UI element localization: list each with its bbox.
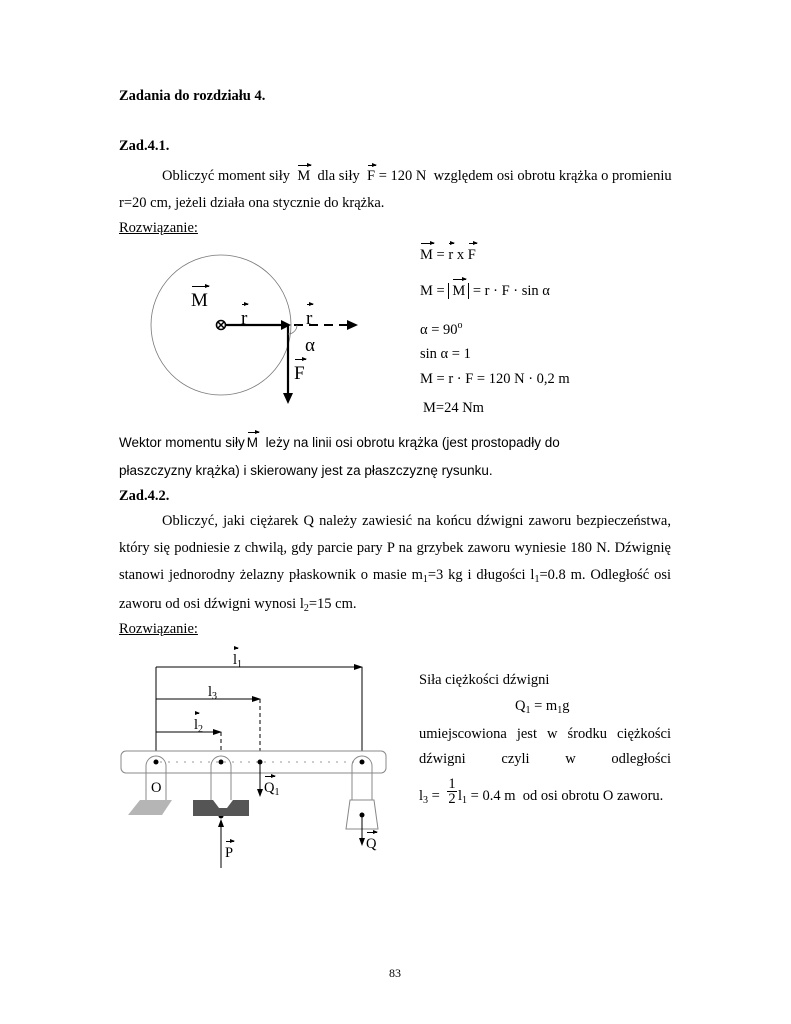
label-l2: $l_2$ <box>194 717 204 735</box>
page-number: 83 <box>389 966 401 980</box>
label-O: O <box>151 780 162 796</box>
formula-l3-value: $l_1 = 0.4$ m od osi obrotu O zaworu. <box>458 788 664 806</box>
conclusion-line2: płaszczyzny krążka) i skierowany jest za płaszczyznę rysunku. <box>119 463 493 478</box>
task-4-1-title: Zad.4.1. <box>119 138 170 154</box>
label-P: P <box>225 845 234 861</box>
diagram-label-alpha: α <box>305 335 315 356</box>
conclusion-line1: Wektor momentu siły M leży na linii osi obrotu krążka (jest prostopadły do <box>119 435 560 450</box>
task-4-2-solution-label: Rozwiązanie: <box>119 621 198 637</box>
diagram-label-F: F <box>294 363 305 384</box>
label-Q: Q <box>366 836 377 852</box>
ground-hatch <box>128 800 172 815</box>
vector-M: M <box>297 168 311 184</box>
task-4-2-line2: który się podniesie z chwilą, gdy parcie pary P na grzybek zaworu wyniesie 180 N. Dźwignię <box>119 540 671 556</box>
formula-cross-product: M = r x F <box>420 247 476 263</box>
formula-Q1: $Q_1 = m_1g$ <box>515 698 570 716</box>
formula-magnitude: M = M = r · F · sin α <box>420 283 550 299</box>
label-l3: $l_3$ <box>208 684 218 702</box>
task-4-2-line1: Obliczyć, jaki ciężarek Q należy zawiesić na końcu dźwigni zaworu bezpieczeństwa, <box>162 513 671 529</box>
task-4-1-text-line1: Obliczyć moment siły M dla siły F = 120 N względem osi obrotu krążka o promieniu <box>162 168 672 184</box>
formula-result: M=24 Nm <box>423 400 484 416</box>
label-Q1: $Q_1$ <box>264 780 280 798</box>
label-l1: $l_1$ <box>233 652 243 670</box>
task-4-1-solution-label: Rozwiązanie: <box>119 220 198 236</box>
side-text-1: Siła ciężkości dźwigni <box>419 672 550 688</box>
formula-l3: $l_3$ = <box>419 788 440 806</box>
valve-seat <box>193 800 249 816</box>
formula-sine: sin α = 1 <box>420 346 471 362</box>
diagram-label-r2: r <box>306 308 313 329</box>
chapter-heading: Zadania do rozdziału 4. <box>119 88 266 104</box>
formula-moment-value: M = r · F = 120 N · 0,2 m <box>420 371 570 387</box>
task-4-2-title: Zad.4.2. <box>119 488 170 504</box>
task-4-2-line4: zaworu od osi dźwigni wynosi $l_2=15$ cm. <box>119 596 357 614</box>
side-text-3: dźwigni czyli w odległości <box>419 751 671 767</box>
task-4-1-text-line2: r=20 cm, jeżeli działa ona stycznie do krążka. <box>119 195 385 211</box>
formula-angle: $\alpha = 90^o$ <box>420 320 463 338</box>
diagram-label-r: r <box>241 308 248 329</box>
diagram-label-M: M <box>191 290 208 311</box>
fraction: 1 2 <box>448 776 456 807</box>
side-text-2: umiejscowiona jest w środku ciężkości <box>419 726 671 742</box>
vector-F: F <box>367 168 376 184</box>
task-4-2-line3: stanowi jednorodny żelazny płaskownik o masie $m_1=3$ kg i długości $l_1=0.8$ m. Odległość osi <box>119 567 671 585</box>
